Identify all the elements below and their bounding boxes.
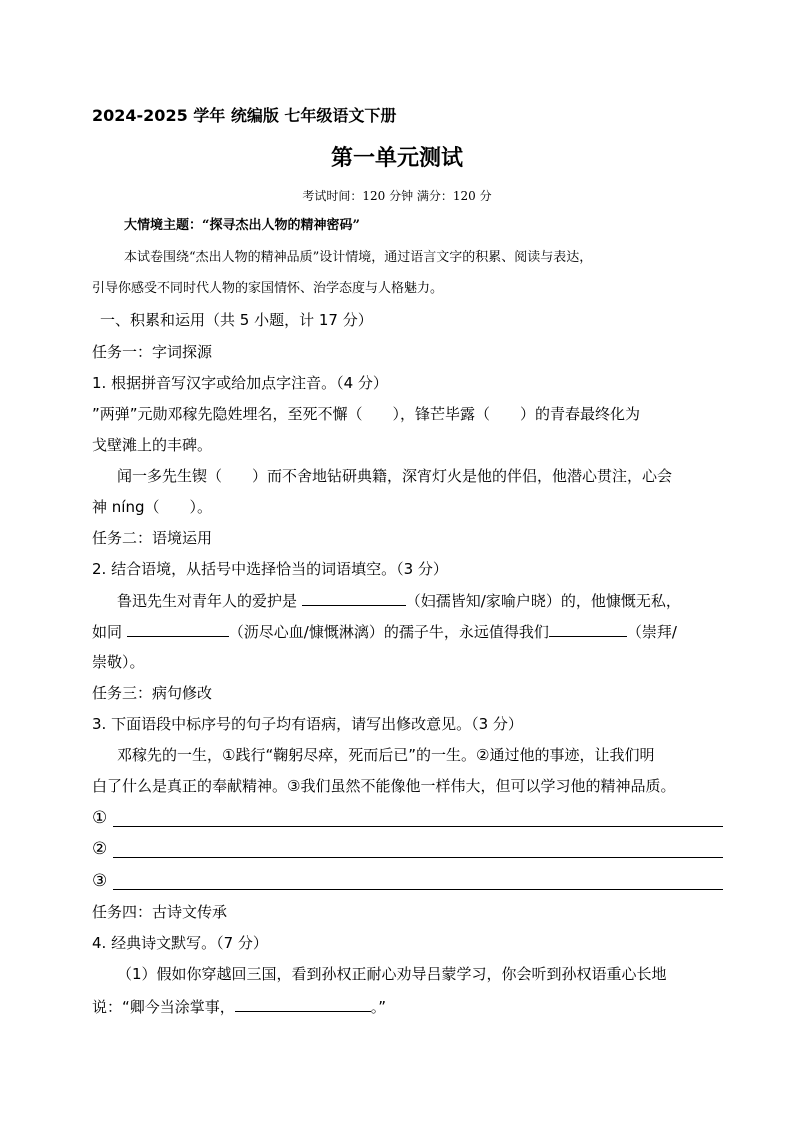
question-1-line-3: 闻一多先生锲（ ）而不舍地钻研典籍，深宵灯火是他的伴侣，他潜心贯注，心会 — [117, 467, 673, 485]
answer-line-2[interactable] — [113, 857, 723, 858]
intro-line-1: 本试卷围绕“杰出人物的精神品质”设计情境，通过语言文字的积累、阅读与表达， — [124, 250, 593, 265]
answer-marker-2: ② — [92, 839, 108, 859]
question-2-line-2 — [92, 621, 677, 642]
answer-line-3[interactable] — [113, 889, 723, 890]
question-4-text-a: 说：“卿今当涂掌事， — [92, 998, 235, 1016]
fill-blank-3[interactable] — [549, 621, 627, 637]
answer-line-1[interactable] — [113, 826, 723, 827]
task3-title: 任务三：病句修改 — [92, 684, 213, 702]
task4-title: 任务四：古诗文传承 — [92, 903, 228, 921]
question-2-line-3: 崇敬）。 — [92, 653, 145, 671]
theme-heading: 大情境主题：“探寻杰出人物的精神密码” — [124, 218, 360, 233]
question-1-line-2: 戈壁滩上的丰碑。 — [92, 436, 213, 454]
intro-line-2: 引导你感受不同时代人物的家国情怀、治学态度与人格魅力。 — [92, 281, 444, 296]
question-4-line-1: （1）假如你穿越回三国，看到孙权正耐心劝导吕蒙学习，你会听到孙权语重心长地 — [117, 965, 667, 983]
question-1-line-1: ”两弹”元勋邓稼先隐姓埋名，至死不懈（ ），锋芒毕露（ ）的青春最终化为 — [92, 405, 641, 423]
question-4-text-b: 。” — [370, 998, 387, 1016]
fill-blank-4[interactable] — [235, 996, 371, 1012]
question-3-title: 3. 下面语段中标序号的句子均有语病，请写出修改意见。（3 分） — [92, 715, 523, 733]
exam-header: 2024-2025 学年 统编版 七年级语文下册 — [92, 106, 397, 125]
exam-info: 考试时间：120 分钟 满分：120 分 — [302, 189, 492, 203]
question-3-line-1: 邓稼先的一生，①践行“鞠躬尽瘁，死而后已”的一生。②通过他的事迹，让我们明 — [117, 746, 655, 764]
task2-title: 任务二：语境运用 — [92, 529, 213, 547]
question-2-line-1 — [117, 590, 681, 611]
task1-title: 任务一：字词探源 — [92, 343, 213, 361]
page-title: 第一单元测试 — [330, 146, 463, 171]
question-1-line-4: 神 níng（ ）。 — [92, 498, 212, 516]
question-2-text-a: 鲁迅先生对青年人的爱护是 — [117, 592, 302, 610]
question-4-line-2 — [92, 996, 386, 1017]
section-heading: 一、积累和运用（共 5 小题，计 17 分） — [100, 311, 373, 329]
fill-blank-1[interactable] — [302, 590, 406, 606]
question-2-text-d: （沥尽心血/慷慨淋漓）的孺子牛，永远值得我们 — [228, 623, 549, 641]
answer-marker-1: ① — [92, 808, 108, 828]
answer-marker-3: ③ — [92, 871, 108, 891]
fill-blank-2[interactable] — [127, 621, 229, 637]
question-2-text-c: 如同 — [92, 623, 127, 641]
question-4-title: 4. 经典诗文默写。（7 分） — [92, 934, 268, 952]
question-1-title: 1. 根据拼音写汉字或给加点字注音。（4 分） — [92, 374, 388, 392]
question-2-text-e: （崇拜/ — [626, 623, 677, 641]
question-3-line-2: 白了什么是真正的奉献精神。③我们虽然不能像他一样伟大，但可以学习他的精神品质。 — [92, 777, 676, 795]
question-2-text-b: （妇孺皆知/家喻户晓）的，他慷慨无私， — [405, 592, 681, 610]
question-2-title: 2. 结合语境，从括号中选择恰当的词语填空。（3 分） — [92, 560, 448, 578]
